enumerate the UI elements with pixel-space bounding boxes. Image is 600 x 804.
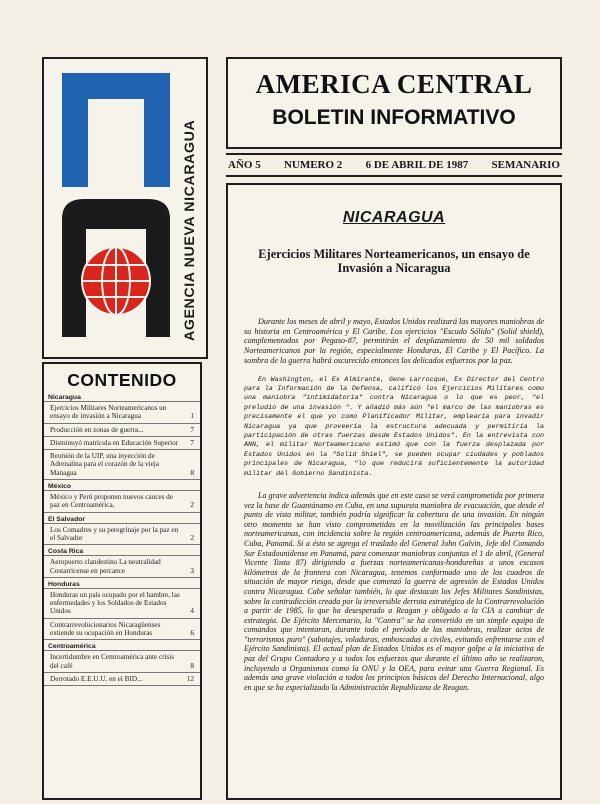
contents-entry[interactable]: [44, 619, 200, 641]
contents-list: [44, 394, 200, 686]
contents-entry-title: Disminuyó matrícula en Educación Superior: [50, 438, 179, 447]
contents-entry-title: Reunión de la UIP, una inyección de Adrenalina para el corazón de la vieja Managua: [50, 452, 159, 477]
contents-entry-title: Incertidumbre en Centroamérica ante crisis del café: [50, 653, 175, 670]
contents-entry[interactable]: [44, 523, 200, 546]
contents-entry[interactable]: [44, 450, 200, 480]
contents-entry-page: 2: [190, 533, 194, 542]
ann-logo: [42, 57, 208, 359]
contents-entry[interactable]: [44, 490, 200, 513]
dateline: [226, 153, 562, 177]
contents-entry-page: 6: [190, 629, 194, 638]
publication-title: AMERICA CENTRAL: [255, 69, 533, 99]
logo-vertical-text: AGENCIA NUEVA NICARAGUA: [182, 119, 198, 341]
contents-entry[interactable]: [44, 437, 200, 450]
logo-upper-stem: [62, 73, 170, 99]
contents-entry[interactable]: [44, 555, 200, 578]
contents-entry-title: Derrotado E.E.U.U. en el BID...: [50, 674, 143, 683]
contents-section-heading: El Salvador: [48, 515, 86, 523]
article-paragraph-2: En Washington, el Ex Almirante, Gene Larrocque, Ex Director del Centro para la Información de la Defensa, calificó los Ejercicios Militares como una maniobra "intimidatoria" contra Nicaragua o lo que es peor, "el preludio de una invasión ". Y añadió más aún "el marco de las maniobras es precisamente el que yo como Planificador Militar, emplearía para invadir Nicaragua ya que proveería la estructura adecuada y permitiría la participación de otras fuerzas desde Estados Unidos". En la entrevista con ANN, el militar Norteamericano estimó que con la fuerza desplazada por Estados Unidos en la "Solid Shiel", se pueden ocupar ciudades y poblados principales de Nicaragua, "lo que reducirá suficientemente la autoridad militar del Gobierno Sandinista.: [244, 375, 544, 478]
contents-entry[interactable]: [44, 424, 200, 437]
contents-entry-page: 8: [190, 468, 194, 477]
masthead: [226, 57, 562, 149]
contents-entry-page: 2: [190, 501, 194, 510]
contents-entry[interactable]: [44, 588, 200, 619]
contents-entry-title: Honduras un país ocupado por el hambre, las enfermedades y los Soldados de Estados Unidos: [50, 590, 180, 616]
contents-entry-page: 7: [190, 438, 194, 447]
contents-entry-title: Ejercicios Militares Norteamericanos un ensayo de invasión a Nicaragua: [50, 404, 167, 421]
contents-entry-title: Los Comadres y su peregrinaje por la paz en el Salvador: [50, 525, 179, 542]
issue-number: NUMERO 2: [283, 159, 343, 171]
article-lede: Durante los meses de abril y mayo, Estados Unidos realizará las mayores maniobras de su historia en Centroamérica y El Caribe. Los ejercicios "Escudo Sólido" (Solid shield), complementados por Pegaso-87, permitirán el desplazamiento de 50 mil soldados Norteamericanos por la región, especialmente Honduras, El Caribe y El Pacífico. La sombra de la guerra habrá oscurecido entonces los delicados esfuerzos por la paz.: [244, 317, 544, 365]
contents-section-heading: Costa Rica: [48, 548, 84, 556]
contents-entry-page: 1: [190, 412, 194, 421]
ann-logo-graphic: [44, 59, 206, 357]
contents-section-heading: Centroamérica: [48, 643, 96, 651]
contents-section-heading: Nicaragua: [48, 394, 81, 401]
contents-entry-page: 12: [186, 674, 194, 683]
contents-entry-page: 4: [190, 607, 194, 616]
article-headline: Ejercicios Militares Norteamericanos, un ensayo de Invasión a Nicaragua: [258, 247, 530, 275]
contents-entry-title: Aeropuerto clandestino La neutralidad Costarricense en percance: [50, 558, 161, 575]
contents-entry-page: 3: [190, 566, 194, 575]
contents-entry-title: México y Perú proponen nuevos cauces de paz en Centroamérica.: [50, 493, 173, 510]
contents-section-heading: México: [48, 483, 72, 491]
contents-entry[interactable]: [44, 401, 200, 424]
issue-date: 6 DE ABRIL DE 1987: [365, 159, 469, 171]
contents-box: [42, 362, 202, 800]
main-article: [226, 183, 562, 800]
contents-entry-page: 7: [190, 425, 194, 434]
contents-entry-title: Contrarrevolucionarios Nicaragüenses extiende su ocupación en Honduras: [50, 620, 161, 638]
globe-grid-icon: [82, 247, 150, 315]
article-kicker: NICARAGUA: [342, 209, 446, 226]
publication-subtitle: BOLETIN INFORMATIVO: [272, 106, 516, 129]
article-paragraph-3: La grave advertencia indica además que en este caso se verá comprometida por primera vez la base de Guantánamo en Cuba, en una supuesta maniobra de evacuación, que desde el punto de vista militar, también podría significar la cobertura de una invasión. En ningún otro momento se han visto comprometidas en la movilización las principales bases norteamericanas, con incidencia sobre la región centroamericana, además de Puerto Rico, Cuba, Panamá. Si a ésto se agrega el traslado del General John Galvin, Jefe del Comando Sur Estadounidense en Panamá, para comenzar maniobras conjuntas el 1 de abril, (General Vicente Tosta 87) dirigiendo a fuerzas norteamericanas-hondureñas a unos escasos kilómetros de la frontera con Nicaragua, tenemos conformado uno de los cuadros de situación de mayor riesgo, desde que comenzó la guerra de agresión de Estados Unidos contra Nicaragua. Cabe señalar también, lo que destacan los Jefes Militares Sandinistas, sobre la contradicción creada por la irreversible derrota estratégica de la Contrarrevolución a partir de 1985, lo que ha desesperado a Reagan y obligado a la CIA a cambiar de estrategia. De Ejército Mercenario, la "Contra" se ha convertido en un simple equipo de comandos que intentaran, durante todo el período de las maniobras, realizar actos de "terrorismos puro" (sabotajes, voladuras, emboscadas a civiles, evitando enfrentarse con el Ejército Sandinista). El actual plan de Estados Unidos es el mayor golpe a la iniciativa de paz del Grupo Contadora y a todos los esfuerzos que durante el último año se realizaron, incluyendo a Organismos como la ONU y la OEA, para evitar una Guerra Regional. Es además una grave violación a todos los principios básicos del Derecho Internacional, algo en que se ha especializado la Administración Republicana de Reagan.: [244, 490, 544, 692]
contents-section-heading: Honduras: [48, 580, 80, 588]
contents-entry[interactable]: [44, 673, 200, 686]
contents-entry-page: 8: [190, 661, 194, 670]
contents-title: CONTENIDO: [67, 370, 177, 390]
issue-frequency: SEMANARIO: [491, 159, 560, 171]
contents-entry[interactable]: [44, 650, 200, 673]
issue-year: AÑO 5: [228, 159, 261, 171]
contents-entry-title: Producción en zonas de guerra...: [50, 425, 144, 434]
